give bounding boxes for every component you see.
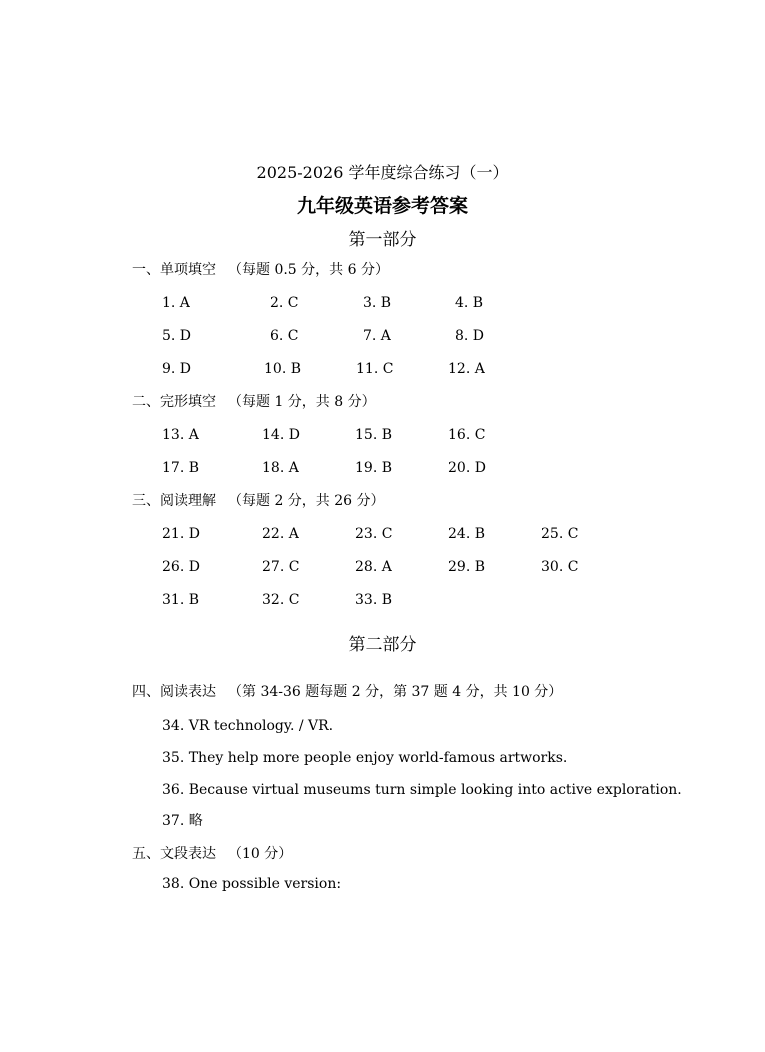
section-score: （每题 2 分，共 26 分） — [228, 493, 385, 509]
answer-item: 27. C — [262, 559, 300, 575]
year-title: 2025-2026 学年度综合练习（一） — [256, 163, 509, 182]
section-heading-reading-expression — [132, 682, 562, 702]
answer-item: 16. C — [448, 427, 486, 443]
answer-item: 15. B — [355, 427, 393, 443]
answer-item: 8. D — [455, 328, 485, 344]
answer-item: 25. C — [541, 526, 579, 542]
section-name: 一、单项填空 — [132, 262, 216, 278]
section-heading-cloze — [132, 392, 376, 412]
answer-item: 24. B — [448, 526, 486, 542]
answer-item: 29. B — [448, 559, 486, 575]
answer-item: 3. B — [363, 295, 392, 311]
answer-line: 37. 略 — [162, 813, 203, 829]
answer-item: 32. C — [262, 592, 300, 608]
answer-item: 21. D — [162, 526, 200, 542]
answer-item: 23. C — [355, 526, 393, 542]
section-score: （第 34-36 题每题 2 分，第 37 题 4 分，共 10 分） — [228, 684, 563, 700]
answer-item: 33. B — [355, 592, 393, 608]
answer-item: 31. B — [162, 592, 200, 608]
section-name: 二、完形填空 — [132, 394, 216, 410]
section-score: （10 分） — [228, 846, 293, 862]
answer-item: 30. C — [541, 559, 579, 575]
answer-line: 38. One possible version: — [162, 876, 342, 892]
main-title: 九年级英语参考答案 — [296, 195, 468, 217]
answer-item: 1. A — [162, 295, 190, 311]
answer-item: 19. B — [355, 460, 393, 476]
answer-item: 7. A — [363, 328, 391, 344]
answer-item: 18. A — [262, 460, 299, 476]
section-heading-reading — [132, 491, 385, 511]
answer-item: 14. D — [262, 427, 300, 443]
answer-item: 22. A — [262, 526, 299, 542]
section-heading-writing — [132, 844, 292, 864]
section-name: 四、阅读表达 — [132, 684, 216, 700]
part-two-title: 第二部分 — [348, 635, 417, 655]
answer-item: 26. D — [162, 559, 200, 575]
answer-line: 36. Because virtual museums turn simple looking into active exploration. — [162, 782, 682, 798]
answer-item: 10. B — [264, 361, 302, 377]
answer-item: 4. B — [455, 295, 484, 311]
answer-item: 28. A — [355, 559, 392, 575]
answer-line: 34. VR technology. / VR. — [162, 718, 334, 734]
answer-item: 9. D — [162, 361, 192, 377]
section-name: 五、文段表达 — [132, 846, 216, 862]
section-score: （每题 1 分，共 8 分） — [228, 394, 376, 410]
answer-line: 35. They help more people enjoy world-famous artworks. — [162, 750, 568, 766]
part-one-title: 第一部分 — [348, 230, 417, 250]
section-heading-single-choice — [132, 260, 389, 280]
answer-item: 11. C — [356, 361, 394, 377]
section-name: 三、阅读理解 — [132, 493, 216, 509]
answer-item: 12. A — [448, 361, 485, 377]
section-score: （每题 0.5 分，共 6 分） — [228, 262, 389, 278]
answer-item: 5. D — [162, 328, 192, 344]
answer-item: 13. A — [162, 427, 199, 443]
answer-item: 17. B — [162, 460, 200, 476]
answer-item: 6. C — [270, 328, 299, 344]
answer-item: 2. C — [270, 295, 299, 311]
answer-item: 20. D — [448, 460, 486, 476]
